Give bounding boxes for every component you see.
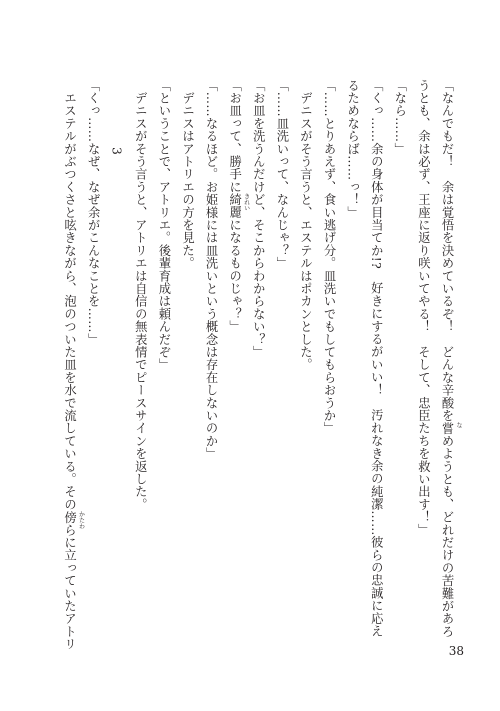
text-segment: らに立っていたアトリ: [62, 523, 77, 651]
text-line: るためならば……っ！」: [345, 79, 360, 219]
text-line: 「ということで、アトリエ。後輩育成は頼んだぞ」: [156, 79, 171, 372]
text-line: 「くっ……余の身体が目当てか!? 好きにするがいい！ 汚れなき余の純潔……彼らの忠誠に応え: [369, 79, 384, 638]
text-line: [434, 79, 462, 638]
text-segment: エステルがぶつくさと呟きながら、泡のついた皿を水で流している。その: [62, 79, 77, 511]
furigana: きれい: [242, 193, 250, 212]
text-line: デニスがそう言うと、エステルはポカンとした。: [298, 79, 313, 372]
ruby-base: [440, 421, 462, 435]
ruby-base: [62, 510, 85, 529]
text-segment: 「お皿って、勝手に: [227, 79, 242, 194]
ruby-base-text: 綺麗: [227, 193, 242, 219]
page-number: 38: [448, 644, 464, 658]
text-line: うとも、余は必ず、王座に返り咲いてやる！ そして、忠臣たちを救い出す！」: [416, 79, 431, 537]
text-line: 「お皿を洗うんだけど、そこからわからない？」: [251, 79, 266, 359]
text-line: [57, 79, 85, 651]
text-line: 「くっ……なぜ、なぜ余がこんなことを……」: [86, 79, 101, 346]
text-line: 「なら……」: [392, 79, 407, 156]
text-segment: めようとも、どれだけの苦難があろ: [440, 434, 454, 638]
text-line: デニスはアトリエの方を見た。: [180, 79, 195, 270]
furigana: な: [455, 421, 462, 428]
text-line: 「……とりあえず、食い逃げ分。皿洗いでもしてもらおうか」: [322, 79, 337, 435]
text-segment: になるものじゃ？」: [227, 218, 242, 334]
vertical-text-body: [57, 79, 462, 651]
text-line: デニスがそう言うと、アトリエは自信の無表情でピースサインを返した。: [133, 79, 148, 511]
text-line: [222, 79, 250, 579]
ruby-base-text: 嘗: [440, 421, 454, 435]
ruby-base-text: 傍: [62, 510, 77, 524]
section-number: 3: [109, 146, 124, 155]
text-line: 「……なるほど。お姫様には皿洗いという概念は存在しないのか」: [204, 79, 219, 460]
furigana: かたわ: [77, 510, 85, 529]
ruby-base: [227, 193, 250, 219]
text-segment: 「なんでもだ！ 余は覚悟を決めているぞ！ どんな辛酸を: [440, 79, 454, 422]
text-line: 「……皿洗いって、なんじゃ？」: [274, 79, 289, 270]
